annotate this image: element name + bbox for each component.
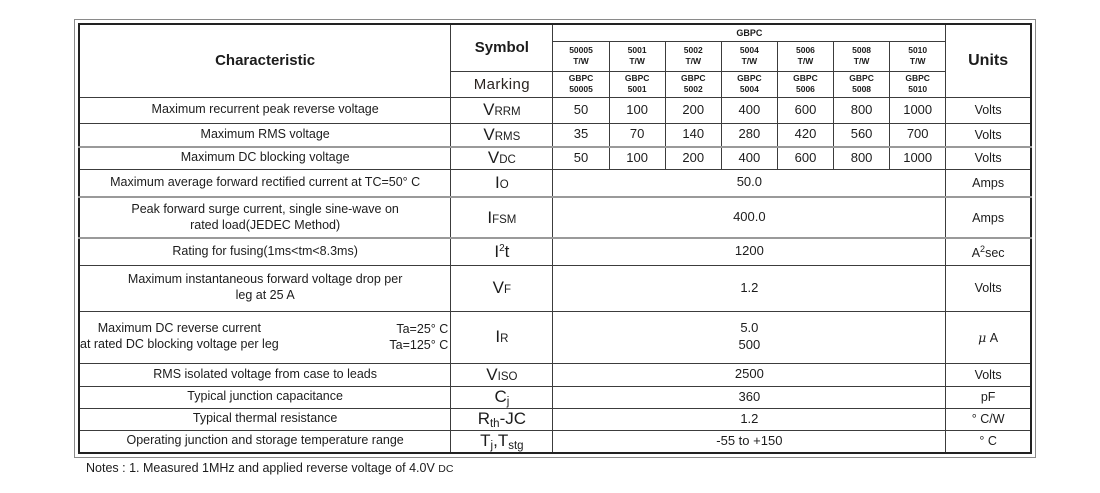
model-header-line: T/W bbox=[685, 56, 702, 66]
model-header bbox=[721, 41, 777, 71]
symbol-part: th bbox=[489, 417, 500, 430]
marking-value-line: GBPC bbox=[624, 72, 650, 83]
model-header bbox=[609, 41, 665, 71]
symbol-cell bbox=[451, 386, 553, 408]
condition-annotation bbox=[389, 321, 450, 354]
symbol-part: j bbox=[490, 439, 494, 452]
value-cell: 700 bbox=[890, 123, 946, 147]
symbol-part: T bbox=[497, 430, 509, 450]
value-cell: 35 bbox=[553, 123, 609, 147]
value-cell: 100 bbox=[609, 97, 665, 123]
marking-header: Marking bbox=[451, 71, 553, 97]
value-cell: 800 bbox=[834, 147, 890, 169]
characteristic-line: rated load(JEDEC Method) bbox=[190, 217, 341, 232]
value-cell: 50 bbox=[553, 97, 609, 123]
symbol-cell bbox=[451, 408, 553, 430]
symbol-cell bbox=[451, 238, 553, 265]
symbol-part: RMS bbox=[494, 130, 521, 143]
marking-value-line: GBPC bbox=[793, 72, 818, 83]
value-cell: 600 bbox=[777, 147, 833, 169]
characteristic-line: Typical thermal resistance bbox=[192, 411, 338, 426]
value-line: 1.2 bbox=[740, 279, 759, 295]
marking-value-line: 50005 bbox=[569, 84, 593, 94]
unit-part: A bbox=[971, 245, 981, 260]
unit-part: 2 bbox=[980, 243, 986, 254]
model-header-line: 5001 bbox=[627, 44, 647, 55]
symbol-cell bbox=[451, 169, 553, 197]
model-header-line: T/W bbox=[853, 56, 870, 66]
marking-value-line: GBPC bbox=[849, 72, 874, 83]
model-header-line: T/W bbox=[797, 56, 814, 66]
notes-prefix: Notes : 1. Measured 1MHz and applied reverse voltage of 4.0V bbox=[86, 461, 439, 475]
value-cell bbox=[553, 386, 946, 408]
value-cell: 560 bbox=[834, 123, 890, 147]
characteristic-line: Maximum instantaneous forward voltage drop per bbox=[127, 272, 403, 287]
model-header-line: 5004 bbox=[739, 44, 759, 55]
table-row bbox=[79, 363, 1031, 386]
value-cell bbox=[553, 238, 946, 265]
value-line: 1200 bbox=[734, 243, 764, 259]
model-header-line: T/W bbox=[741, 56, 758, 66]
value-cell: 1000 bbox=[890, 147, 946, 169]
unit-part: A bbox=[986, 330, 999, 345]
value-cell: 600 bbox=[777, 97, 833, 123]
value-cell: 200 bbox=[665, 97, 721, 123]
marking-value bbox=[777, 71, 833, 97]
marking-value-line: 5002 bbox=[683, 84, 703, 94]
model-header bbox=[553, 41, 609, 71]
table-row bbox=[79, 147, 1031, 169]
unit-part: sec bbox=[985, 245, 1005, 260]
characteristic-cell bbox=[79, 123, 451, 147]
marking-value-line: GBPC bbox=[568, 72, 594, 83]
notes-dc-label: DC bbox=[438, 463, 454, 475]
marking-value-line: 5001 bbox=[627, 84, 647, 94]
symbol-part: ISO bbox=[497, 370, 518, 383]
value-cell bbox=[553, 311, 946, 363]
symbol-part: stg bbox=[508, 439, 524, 452]
characteristic-cell bbox=[79, 311, 451, 363]
characteristic-line: RMS isolated voltage from case to leads bbox=[153, 366, 377, 381]
characteristic-line: Typical junction capacitance bbox=[187, 389, 343, 404]
value-line: 360 bbox=[738, 388, 761, 404]
characteristic-cell bbox=[79, 147, 451, 169]
model-header-line: 5008 bbox=[852, 44, 872, 55]
unit-part: Volts bbox=[974, 151, 1002, 166]
value-cell bbox=[553, 197, 946, 238]
symbol-cell bbox=[451, 97, 553, 123]
symbol-cell bbox=[451, 311, 553, 363]
symbol-part: V bbox=[483, 124, 495, 144]
characteristic-line: Maximum DC blocking voltage bbox=[180, 150, 350, 165]
symbol-part: T bbox=[480, 430, 491, 450]
characteristic-line: at rated DC blocking voltage per leg bbox=[80, 337, 279, 351]
symbol-part: V bbox=[487, 148, 500, 168]
model-header-line: 5006 bbox=[796, 44, 815, 55]
characteristic-line: Maximum DC reverse current bbox=[97, 321, 261, 336]
value-line: 1.2 bbox=[740, 410, 759, 426]
table-row bbox=[79, 238, 1031, 265]
units-cell bbox=[946, 147, 1031, 169]
table-row bbox=[79, 265, 1031, 311]
symbol-cell bbox=[451, 363, 553, 386]
characteristic-cell bbox=[79, 265, 451, 311]
characteristic-line: Peak forward surge current, single sine-wave on bbox=[131, 201, 399, 216]
marking-value-line: 5010 bbox=[908, 84, 928, 94]
unit-part: μ bbox=[978, 329, 987, 345]
value-cell: 200 bbox=[665, 147, 721, 169]
value-line: 500 bbox=[738, 337, 761, 352]
value-cell bbox=[553, 265, 946, 311]
value-line: 5.0 bbox=[740, 320, 759, 336]
unit-part: pF bbox=[980, 390, 996, 404]
characteristic-cell bbox=[79, 363, 451, 386]
symbol-part: RRM bbox=[494, 106, 521, 118]
symbol-part: -JC bbox=[499, 408, 527, 428]
characteristic-cell bbox=[79, 97, 451, 123]
unit-part: Volts bbox=[974, 127, 1002, 142]
value-cell: 400 bbox=[721, 147, 777, 169]
marking-value-line: 5004 bbox=[739, 84, 759, 94]
table-row bbox=[79, 97, 1031, 123]
symbol-part: I bbox=[487, 207, 493, 227]
characteristic-line: Maximum recurrent peak reverse voltage bbox=[151, 102, 379, 117]
table-row bbox=[79, 386, 1031, 408]
unit-part: Amps bbox=[972, 175, 1005, 190]
unit-part: ° C bbox=[979, 434, 997, 448]
model-header bbox=[834, 41, 890, 71]
table-row bbox=[79, 197, 1031, 238]
table-row bbox=[79, 311, 1031, 363]
notes-text bbox=[86, 461, 453, 475]
marking-value bbox=[890, 71, 946, 97]
model-header-line: T/W bbox=[573, 56, 589, 66]
table-row bbox=[79, 430, 1031, 453]
table-row bbox=[79, 123, 1031, 147]
value-cell: 100 bbox=[609, 147, 665, 169]
value-line: 50.0 bbox=[736, 174, 762, 190]
marking-value bbox=[834, 71, 890, 97]
symbol-part: j bbox=[506, 395, 510, 408]
units-cell bbox=[946, 97, 1031, 123]
characteristic-cell bbox=[79, 408, 451, 430]
value-line: 2500 bbox=[734, 366, 764, 382]
condition-line: Ta=125° C bbox=[389, 338, 449, 352]
characteristic-flex bbox=[80, 321, 450, 354]
marking-value-line: GBPC bbox=[905, 72, 930, 83]
value-cell: 140 bbox=[665, 123, 721, 147]
symbol-part: V bbox=[492, 278, 505, 297]
value-cell bbox=[553, 408, 946, 430]
spec-table bbox=[78, 23, 1032, 454]
units-cell bbox=[946, 169, 1031, 197]
units-cell bbox=[946, 386, 1031, 408]
symbol-header: Symbol bbox=[451, 24, 553, 71]
model-header bbox=[777, 41, 833, 71]
marking-value bbox=[721, 71, 777, 97]
model-header-line: T/W bbox=[629, 56, 645, 66]
value-cell: 800 bbox=[834, 97, 890, 123]
units-cell bbox=[946, 363, 1031, 386]
symbol-cell bbox=[451, 265, 553, 311]
symbol-part: DC bbox=[499, 154, 516, 167]
characteristic-cell bbox=[79, 238, 451, 265]
value-cell bbox=[553, 430, 946, 453]
units-header: Units bbox=[946, 24, 1031, 97]
symbol-part: V bbox=[486, 364, 498, 384]
table-row bbox=[79, 169, 1031, 197]
symbol-part: 2 bbox=[499, 242, 505, 254]
condition-line: Ta=25° C bbox=[396, 321, 449, 336]
unit-part: Volts bbox=[974, 367, 1002, 382]
symbol-cell bbox=[451, 147, 553, 169]
value-cell bbox=[553, 169, 946, 197]
symbol-cell bbox=[451, 430, 553, 453]
units-cell bbox=[946, 408, 1031, 430]
characteristic-header: Characteristic bbox=[79, 24, 451, 97]
characteristic-line: Maximum average forward rectified current at TC=50° C bbox=[110, 174, 421, 189]
symbol-part: I bbox=[495, 327, 501, 346]
model-header bbox=[665, 41, 721, 71]
characteristic-line: Maximum RMS voltage bbox=[200, 126, 330, 141]
datasheet-table bbox=[74, 19, 1036, 458]
series-header: GBPC bbox=[553, 24, 946, 41]
symbol-part: , bbox=[493, 430, 498, 450]
characteristic-text bbox=[80, 321, 279, 352]
units-cell bbox=[946, 123, 1031, 147]
table-row bbox=[79, 408, 1031, 430]
symbol-part: O bbox=[499, 178, 509, 191]
characteristic-line: Rating for fusing(1ms<tm<8.3ms) bbox=[172, 243, 358, 258]
marking-value bbox=[553, 71, 609, 97]
symbol-part: V bbox=[483, 100, 495, 119]
symbol-cell bbox=[451, 123, 553, 147]
value-cell: 50 bbox=[553, 147, 609, 169]
symbol-part: I bbox=[495, 172, 500, 192]
value-cell: 400 bbox=[721, 97, 777, 123]
value-line: 400.0 bbox=[733, 209, 766, 225]
model-header-line: 5010 bbox=[908, 44, 928, 55]
model-header-line: T/W bbox=[909, 56, 926, 66]
model-header-line: 5002 bbox=[683, 44, 703, 55]
marking-value bbox=[665, 71, 721, 97]
unit-part: Amps bbox=[972, 210, 1005, 225]
value-cell: 280 bbox=[721, 123, 777, 147]
characteristic-cell bbox=[79, 386, 451, 408]
characteristic-line: Operating junction and storage temperature range bbox=[126, 433, 404, 448]
marking-value-line: 5008 bbox=[852, 84, 872, 94]
marking-value-line: 5006 bbox=[796, 84, 815, 94]
unit-part: Volts bbox=[974, 281, 1002, 295]
value-cell: 70 bbox=[609, 123, 665, 147]
symbol-cell bbox=[451, 197, 553, 238]
value-cell: 1000 bbox=[890, 97, 946, 123]
units-cell bbox=[946, 265, 1031, 311]
characteristic-line: leg at 25 A bbox=[235, 288, 295, 302]
unit-part: Volts bbox=[974, 103, 1002, 117]
header-row-series bbox=[79, 24, 1031, 41]
symbol-part: I bbox=[494, 241, 500, 261]
value-cell bbox=[553, 363, 946, 386]
characteristic-cell bbox=[79, 169, 451, 197]
symbol-part: F bbox=[504, 284, 512, 296]
marking-value bbox=[609, 71, 665, 97]
model-header-line: 50005 bbox=[569, 44, 593, 55]
marking-value-line: GBPC bbox=[680, 72, 706, 83]
model-header bbox=[890, 41, 946, 71]
units-cell bbox=[946, 238, 1031, 265]
characteristic-cell bbox=[79, 430, 451, 453]
units-cell bbox=[946, 197, 1031, 238]
unit-part: ° C/W bbox=[971, 412, 1005, 426]
value-cell: 420 bbox=[777, 123, 833, 147]
marking-value-line: GBPC bbox=[737, 72, 762, 83]
symbol-part: R bbox=[500, 333, 509, 345]
symbol-part: R bbox=[477, 408, 490, 428]
symbol-part: FSM bbox=[492, 213, 517, 226]
symbol-part: C bbox=[494, 386, 507, 406]
characteristic-cell bbox=[79, 197, 451, 238]
value-line: -55 to +150 bbox=[716, 432, 783, 448]
units-cell bbox=[946, 311, 1031, 363]
symbol-part: t bbox=[504, 241, 510, 261]
units-cell bbox=[946, 430, 1031, 453]
